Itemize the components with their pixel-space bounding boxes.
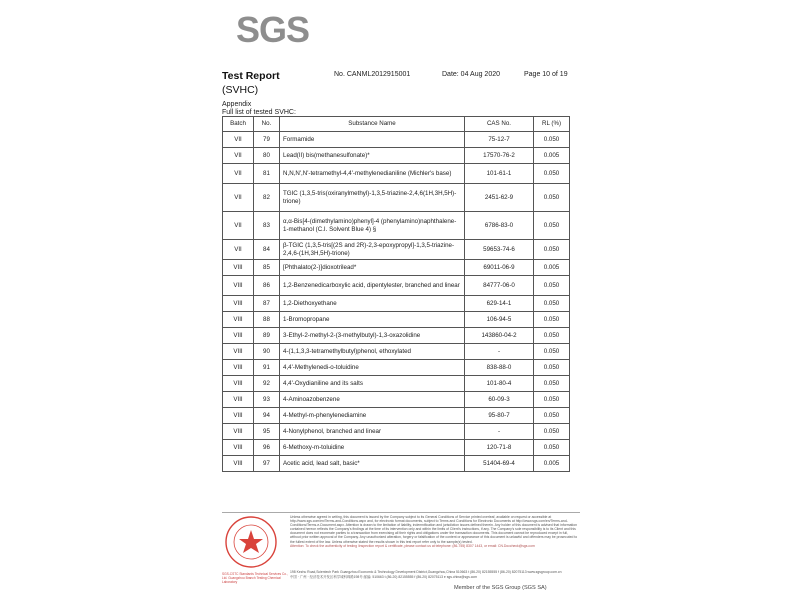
reporting-limit-cell: 0.050 [534, 164, 570, 184]
reporting-limit-cell: 0.050 [534, 212, 570, 240]
substance-name-cell: 4,4'-Methylenedi-o-toluidine [280, 360, 465, 376]
report-subtitle: (SVHC) [222, 84, 259, 96]
cas-number-cell: 59653-74-6 [465, 240, 534, 260]
cas-number-cell: 838-88-0 [465, 360, 534, 376]
batch-cell: VIII [223, 360, 254, 376]
substance-name-cell: 4,4'-Oxydianiline and its salts [280, 376, 465, 392]
number-cell: 82 [254, 184, 280, 212]
star-icon [239, 530, 263, 553]
disclaimer-text: Unless otherwise agreed in writing, this document is issued by the Company subject to its General Conditions of Service printed overleaf, available on request or accessible at http://www.sgs.com/en/Terms-and-Conditions.aspx and, for electronic format documents, subject to Terms and Conditions for Electronic Documents at http://www.sgs.com/en/Terms-and-Conditions/Terms-e-Document.aspx. Attention is drawn to the limitation of liability, indemnification and jurisdiction issues defined therein. Any holder of this document is advised that information contained hereon reflects the Company's findings at the time of its intervention only and within the limits of Client's instructions, if any. The Company's sole responsibility is to its Client and this document does not exonerate parties to a transaction from exercising all their rights and obligations under the transaction documents. This document cannot be reproduced except in full, without prior written approval of the Company. Any unauthorized alteration, forgery or falsification of the content or appearance of this document is unlawful and offenders may be prosecuted to the fullest extent of the law. Unless otherwise stated the results shown in this test report refer only to the sample(s) tested. [290, 515, 578, 544]
svhc-table [222, 116, 570, 472]
page-number: Page 10 of 19 [524, 71, 568, 78]
number-cell: 88 [254, 312, 280, 328]
cas-number-cell: 17570-76-2 [465, 148, 534, 164]
member-of-sgs: Member of the SGS Group (SGS SA) [454, 585, 547, 591]
substance-name-cell: [Phthalato(2-)]dioxotrilead* [280, 260, 465, 276]
number-cell: 90 [254, 344, 280, 360]
authenticity-notice: Attention: To check the authenticity of testing /inspection report & certificate, please contact us at telephone: (86-755) 8307 1443, or email: CN.Doccheck@sgs.com [290, 543, 535, 548]
batch-cell: VIII [223, 328, 254, 344]
number-cell: 81 [254, 164, 280, 184]
number-cell: 95 [254, 424, 280, 440]
col-rl: RL (%) [534, 117, 570, 132]
sgs-logo: SGS [236, 9, 310, 50]
batch-cell: VIII [223, 312, 254, 328]
number-cell: 92 [254, 376, 280, 392]
substance-name-cell: 3-Ethyl-2-methyl-2-(3-methylbutyl)-1,3-oxazolidine [280, 328, 465, 344]
table-row [223, 424, 570, 440]
table-row [223, 184, 570, 212]
batch-cell: VII [223, 240, 254, 260]
batch-cell: VIII [223, 376, 254, 392]
batch-cell: VII [223, 164, 254, 184]
reporting-limit-cell: 0.005 [534, 148, 570, 164]
appendix-heading [222, 101, 296, 117]
substance-name-cell: 4-Aminoazobenzene [280, 392, 465, 408]
reporting-limit-cell: 0.050 [534, 132, 570, 148]
table-row [223, 440, 570, 456]
table-row [223, 260, 570, 276]
table-row [223, 212, 570, 240]
reporting-limit-cell: 0.050 [534, 408, 570, 424]
table-row [223, 408, 570, 424]
address-chinese: 中国 · 广州 · 经济技术开发区科学城科珠路198号 邮编: 510663 t (86-20) 82155555 f (86-20) 82075113 e sgs.china@sgs.com [290, 575, 478, 579]
report-title: Test Report [222, 70, 280, 82]
number-cell: 79 [254, 132, 280, 148]
substance-name-cell: Lead(II) bis(methanesulfonate)* [280, 148, 465, 164]
reporting-limit-cell: 0.050 [534, 240, 570, 260]
substance-name-cell: 6-Methoxy-m-toluidine [280, 440, 465, 456]
cas-number-cell: 2451-62-9 [465, 184, 534, 212]
table-row [223, 312, 570, 328]
table-row [223, 376, 570, 392]
cas-number-cell: 60-09-3 [465, 392, 534, 408]
batch-cell: VIII [223, 440, 254, 456]
appendix-label: Appendix [222, 101, 252, 108]
col-cas: CAS No. [465, 117, 534, 132]
number-cell: 93 [254, 392, 280, 408]
batch-cell: VIII [223, 392, 254, 408]
footer-disclaimer [290, 515, 578, 548]
cas-number-cell: 84777-06-0 [465, 276, 534, 296]
table-row [223, 328, 570, 344]
table-header-row [223, 117, 570, 132]
cas-number-cell: 101-61-1 [465, 164, 534, 184]
reporting-limit-cell: 0.050 [534, 344, 570, 360]
table-row [223, 164, 570, 184]
reporting-limit-cell: 0.005 [534, 260, 570, 276]
col-substance: Substance Name [280, 117, 465, 132]
substance-name-cell: N,N,N',N'-tetramethyl-4,4'-methylenedianiline (Michler's base) [280, 164, 465, 184]
address-english: 198 Kezhu Road,Scientech Park Guangzhou Economic & Technology Development District,Guangzhou,China 510663 t (86-20) 82155555 f (86-20) 82075113 www.sgsgroup.com.cn [290, 570, 562, 574]
reporting-limit-cell: 0.005 [534, 456, 570, 472]
cas-number-cell: - [465, 344, 534, 360]
cas-number-cell: 629-14-1 [465, 296, 534, 312]
footer-address [290, 570, 578, 580]
number-cell: 89 [254, 328, 280, 344]
reporting-limit-cell: 0.050 [534, 328, 570, 344]
substance-name-cell: 4-Nonylphenol, branched and linear [280, 424, 465, 440]
substance-name-cell: TGIC (1,3,5-tris(oxiranylmethyl)-1,3,5-triazine-2,4,6(1H,3H,5H)-trione) [280, 184, 465, 212]
batch-cell: VIII [223, 276, 254, 296]
number-cell: 84 [254, 240, 280, 260]
cas-number-cell: 106-94-5 [465, 312, 534, 328]
batch-cell: VIII [223, 344, 254, 360]
batch-cell: VII [223, 132, 254, 148]
reporting-limit-cell: 0.050 [534, 296, 570, 312]
substance-name-cell: 1,2-Diethoxyethane [280, 296, 465, 312]
reporting-limit-cell: 0.050 [534, 376, 570, 392]
substance-name-cell: Acetic acid, lead salt, basic* [280, 456, 465, 472]
cas-number-cell: 51404-69-4 [465, 456, 534, 472]
batch-cell: VII [223, 212, 254, 240]
reporting-limit-cell: 0.050 [534, 440, 570, 456]
table-row [223, 132, 570, 148]
batch-cell: VIII [223, 296, 254, 312]
cas-number-cell: 143860-04-2 [465, 328, 534, 344]
reporting-limit-cell: 0.050 [534, 360, 570, 376]
table-row [223, 344, 570, 360]
table-body [223, 132, 570, 472]
number-cell: 94 [254, 408, 280, 424]
table-row [223, 240, 570, 260]
table-row [223, 392, 570, 408]
col-batch: Batch [223, 117, 254, 132]
number-cell: 96 [254, 440, 280, 456]
report-date: Date: 04 Aug 2020 [442, 71, 500, 78]
table-row [223, 148, 570, 164]
reporting-limit-cell: 0.050 [534, 424, 570, 440]
substance-name-cell: 1,2-Benzenedicarboxylic acid, dipentylester, branched and linear [280, 276, 465, 296]
cas-number-cell: 120-71-8 [465, 440, 534, 456]
col-no: No. [254, 117, 280, 132]
stamp-caption: SGS-CSTC Standards Technical Services Co., Ltd. Guangzhou Branch Testing Chemical Laboratory [222, 572, 288, 584]
laboratory-stamp [224, 515, 278, 569]
substance-name-cell: 4-(1,1,3,3-tetramethylbutyl)phenol, ethoxylated [280, 344, 465, 360]
footer-divider [222, 512, 580, 513]
number-cell: 85 [254, 260, 280, 276]
reporting-limit-cell: 0.050 [534, 184, 570, 212]
substance-name-cell: Formamide [280, 132, 465, 148]
batch-cell: VIII [223, 260, 254, 276]
cas-number-cell: 6786-83-0 [465, 212, 534, 240]
reporting-limit-cell: 0.050 [534, 276, 570, 296]
table-row [223, 456, 570, 472]
cas-number-cell: - [465, 424, 534, 440]
table-row [223, 360, 570, 376]
batch-cell: VII [223, 184, 254, 212]
table-row [223, 276, 570, 296]
reporting-limit-cell: 0.050 [534, 392, 570, 408]
reporting-limit-cell: 0.050 [534, 312, 570, 328]
number-cell: 97 [254, 456, 280, 472]
substance-name-cell: 1-Bromopropane [280, 312, 465, 328]
substance-name-cell: 4-Methyl-m-phenylenediamine [280, 408, 465, 424]
table-row [223, 296, 570, 312]
cas-number-cell: 95-80-7 [465, 408, 534, 424]
cas-number-cell: 75-12-7 [465, 132, 534, 148]
number-cell: 80 [254, 148, 280, 164]
number-cell: 91 [254, 360, 280, 376]
number-cell: 86 [254, 276, 280, 296]
batch-cell: VIII [223, 456, 254, 472]
batch-cell: VIII [223, 408, 254, 424]
batch-cell: VII [223, 148, 254, 164]
report-number: No. CANML2012915001 [334, 71, 411, 78]
number-cell: 83 [254, 212, 280, 240]
substance-name-cell: β-TGIC (1,3,5-tris[(2S and 2R)-2,3-epoxypropyl]-1,3,5-triazine-2,4,6-(1H,3H,5H)-trione) [280, 240, 465, 260]
list-title: Full list of tested SVHC: [222, 109, 296, 116]
number-cell: 87 [254, 296, 280, 312]
cas-number-cell: 101-80-4 [465, 376, 534, 392]
cas-number-cell: 69011-06-9 [465, 260, 534, 276]
batch-cell: VIII [223, 424, 254, 440]
substance-name-cell: α,α-Bis[4-(dimethylamino)phenyl]-4 (phenylamino)naphthalene-1-methanol (C.I. Solvent Blue 4) § [280, 212, 465, 240]
